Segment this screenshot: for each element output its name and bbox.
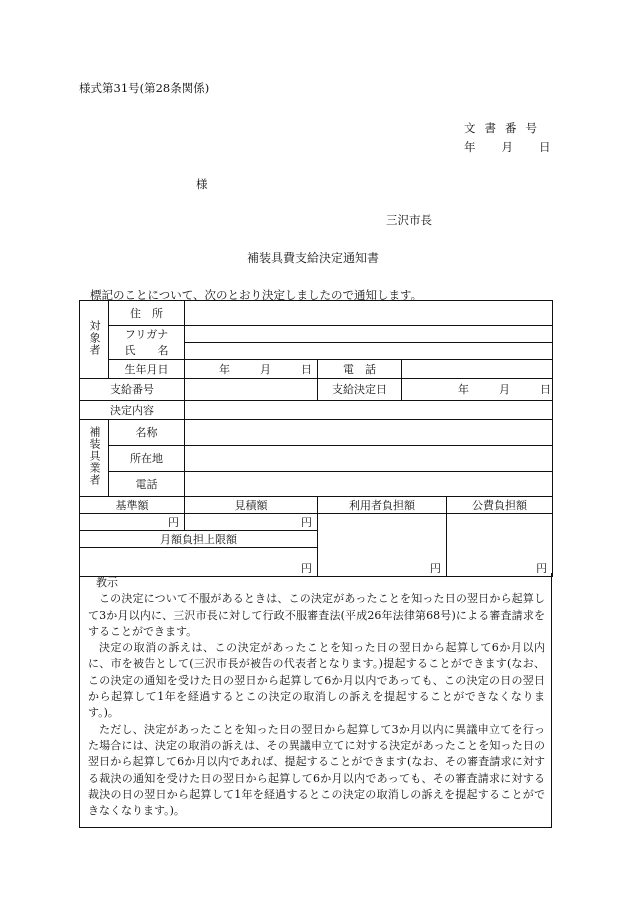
birth-day-label: 日 [301,362,312,376]
estimate-label: 見積額 [185,496,318,513]
vendor-label-cell [80,419,109,496]
base-amount-field[interactable] [80,513,185,530]
subject-label-cell [80,301,109,379]
decision-label: 決定内容 [80,400,185,419]
intro-text: 標記のことについて、次のとおり決定しましたので通知します。 [90,288,423,302]
document-number-label: 文書番号 [464,121,546,135]
notice-paragraph-3: ただし、決定があったことを知った日の翌日から起算して3か月以内に異議申立てを行った場合には、決定の取消の訴えは、その異議申立てに対する決定があったことを知った日の翌日から起算して6か月以内であれば、提起することができます(なお、その審査請求に対する裁決の通知を受けた日の翌日から起算して6か月以内であっても、その審査請求に対する裁決の日の翌日から起算して1年を経過するとこの決定の取消しの訴えを提起することができなくなります。)。 [88,722,545,818]
user-burden-field[interactable] [318,513,447,576]
base-amount-yen: 円 [168,515,179,529]
birth-field[interactable] [185,359,318,378]
vendor-phone-label: 電話 [109,471,185,496]
vendor-phone-field[interactable] [185,471,553,496]
birth-month-label: 月 [260,362,271,376]
vendor-name-field[interactable] [185,419,553,445]
notice-paragraph-2: 決定の取消の訴えは、この決定があったことを知った日の翌日から起算して6か月以内に、市を被告として(三沢市長が被告の代表者となります。)提起することができます(なお、この決定の通知を受けた日の翌日から起算して6か月以内であっても、この決定の日の翌日から起算して1年を経過するとこの決定の取消しの訴えを提起することができなくなります。)。 [88,641,545,720]
public-burden-yen: 円 [536,561,548,575]
decision-field[interactable] [185,400,553,419]
payment-no-field[interactable] [185,378,318,400]
furigana-field[interactable] [185,326,553,343]
phone-field[interactable] [402,359,553,378]
issue-date [464,139,551,155]
issue-day-label: 日 [539,140,551,154]
vendor-label: 補装具業者 [88,426,101,486]
address-label: 住 所 [109,301,185,326]
subject-label: 対象者 [88,319,101,356]
notice-paragraph-1: この決定について不服があるときは、この決定があったことを知った日の翌日から起算して3か月以内に、三沢市長に対して行政不服審査法(平成26年法律第68号)による審査請求をすることができます。 [88,592,545,638]
public-burden-field[interactable] [447,513,553,576]
notice-heading: 教示 [96,576,118,589]
form-number: 様式第31号(第28条関係) [79,81,210,95]
decision-table [79,300,553,577]
birth-year-label: 年 [219,362,230,376]
name-field[interactable] [185,342,553,359]
monthly-limit-field[interactable] [80,547,318,576]
issue-month-label: 月 [501,140,513,154]
furigana-label: フリガナ [109,326,185,343]
name-label: 氏 名 [109,342,185,359]
address-field[interactable] [185,301,553,326]
payment-year-label: 年 [458,383,469,396]
user-burden-yen: 円 [430,561,441,575]
estimate-field[interactable] [185,513,318,530]
vendor-location-label: 所在地 [109,445,185,471]
issue-year-label: 年 [464,140,476,154]
issuer-name: 三沢市長 [386,213,432,227]
estimate-yen: 円 [301,515,312,529]
payment-no-label: 支給番号 [80,378,185,400]
payment-date-field[interactable] [402,378,553,400]
birth-label: 生年月日 [109,359,185,378]
payment-day-label: 日 [540,383,551,396]
monthly-limit-yen: 円 [301,561,312,575]
monthly-limit-label: 月額負担上限額 [80,530,318,547]
phone-label: 電 話 [318,359,402,378]
payment-month-label: 月 [499,383,510,396]
base-amount-label: 基準額 [80,496,185,513]
appeal-notice [79,573,552,828]
payment-date-label: 支給決定日 [318,378,402,400]
vendor-name-label: 名称 [109,419,185,445]
user-burden-label: 利用者負担額 [318,496,447,513]
page-title: 補装具費支給決定通知書 [247,251,380,265]
public-burden-label: 公費負担額 [447,496,553,513]
addressee-suffix: 様 [196,177,208,191]
vendor-location-field[interactable] [185,445,553,471]
